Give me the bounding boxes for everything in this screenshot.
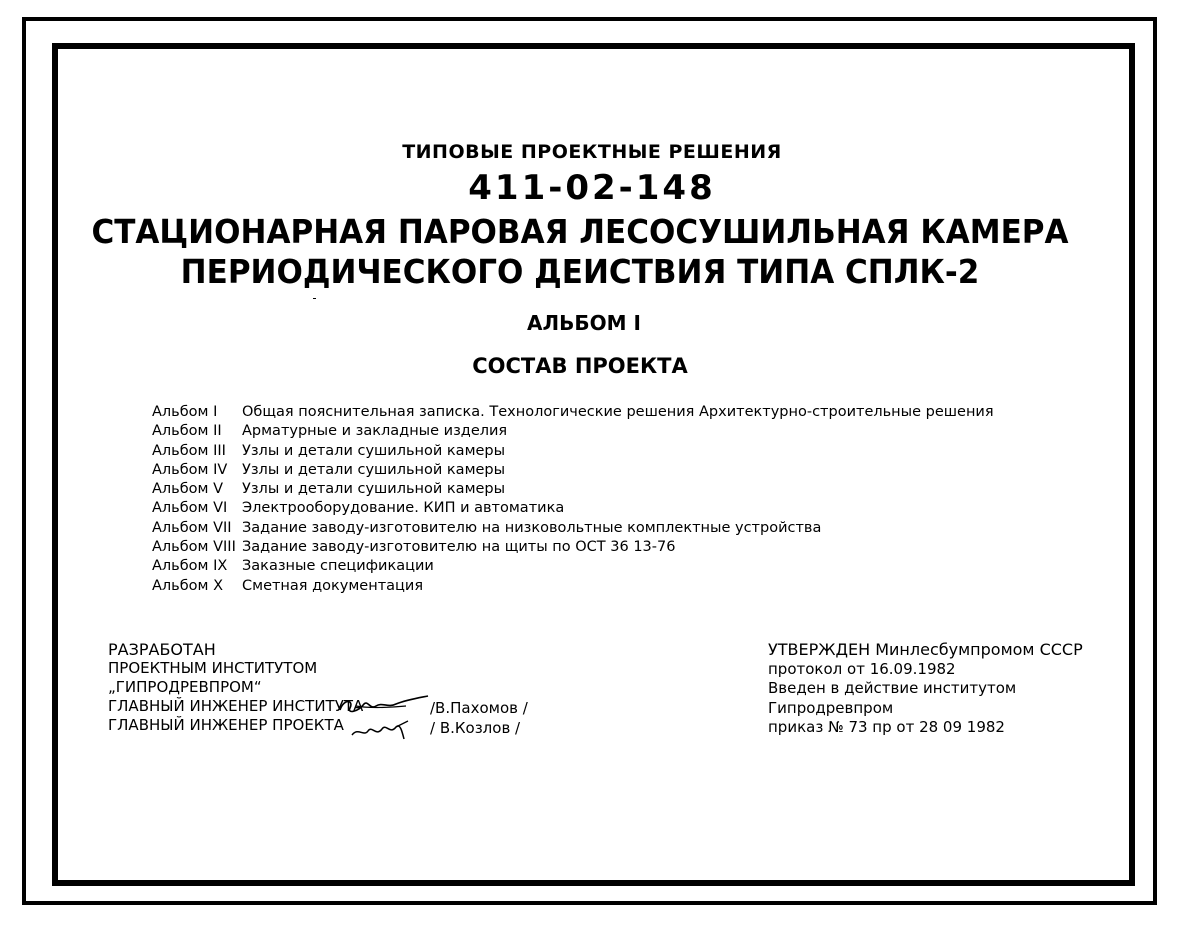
album-row (152, 557, 994, 576)
approval-protocol: протокол от 16.09.1982 (768, 659, 956, 678)
album-list (152, 403, 994, 596)
signature-2 (350, 717, 410, 745)
album-title: АЛЬБОМ I (527, 311, 641, 335)
album-description: Задание заводу-изготовителю на щиты по ОСТ 36 13-76 (242, 539, 676, 556)
developer-heading: РАЗРАБОТАН (108, 640, 216, 659)
album-number: Альбом VIII (152, 539, 236, 556)
developer-institute: „ГИПРОДРЕВПРОМ“ (108, 678, 262, 696)
album-number: Альбом VII (152, 519, 232, 536)
album-row (152, 461, 994, 480)
approval-institute: Гипродревпром (768, 698, 894, 717)
album-number: Альбом X (152, 577, 224, 594)
album-description: Электрооборудование. КИП и автоматика (242, 500, 565, 517)
album-description: Узлы и детали сушильной камеры (242, 442, 506, 459)
developer-line1: ПРОЕКТНЫМ ИНСТИТУТОМ (108, 659, 318, 677)
album-number: Альбом II (152, 423, 222, 440)
title-line1: СТАЦИОНАРНАЯ ПАРОВАЯ ЛЕСОСУШИЛЬНАЯ КАМЕРА (91, 212, 1069, 251)
album-row (152, 499, 994, 518)
album-row (152, 442, 994, 461)
album-row (152, 422, 994, 441)
album-row (152, 480, 994, 499)
approval-introduced: Введен в действие институтом (768, 679, 1017, 697)
album-row (152, 519, 994, 538)
album-row (152, 538, 994, 557)
project-code: 411-02-148 (468, 168, 716, 208)
composition-title: СОСТАВ ПРОЕКТА (472, 354, 688, 378)
album-number: Альбом III (152, 442, 226, 459)
chief-engineer-project-label: ГЛАВНЫЙ ИНЖЕНЕР ПРОЕКТА (108, 716, 344, 734)
approval-block (768, 640, 1083, 738)
signatory-names (430, 698, 528, 738)
album-number: Альбом IV (152, 461, 228, 478)
album-number: Альбом I (152, 404, 218, 420)
album-row (152, 577, 994, 596)
album-number: Альбом VI (152, 500, 228, 517)
album-number: Альбом IX (152, 558, 228, 575)
developer-block (108, 640, 363, 735)
name-pakhomov: /В.Пахомов / (430, 699, 528, 717)
series-label: ТИПОВЫЕ ПРОЕКТНЫЕ РЕШЕНИЯ (402, 141, 782, 163)
name-kozlov: / В.Козлов / (430, 719, 521, 737)
album-description: Сметная документация (242, 577, 424, 594)
album-description: Арматурные и закладные изделия (242, 423, 508, 440)
album-description: Узлы и детали сушильной камеры (242, 461, 506, 478)
approval-heading: УТВЕРЖДЕН Минлесбумпромом СССР (768, 640, 1083, 659)
album-description: Заказные спецификации (242, 558, 434, 575)
title-line2: ПЕРИОДИЧЕСКОГО ДЕИСТВИЯ ТИПА СПЛК-2 (180, 252, 980, 291)
album-description: Задание заводу-изготовителю на низковольтные комплектные устройства (242, 519, 822, 536)
album-number: Альбом V (152, 481, 224, 498)
album-description: Узлы и детали сушильной камеры (242, 481, 506, 498)
signature-1 (336, 692, 431, 718)
approval-order: приказ № 73 пр от 28 09 1982 (768, 718, 1005, 736)
chief-engineer-institute-label: ГЛАВНЫЙ ИНЖЕНЕР ИНСТИТУТА (108, 697, 364, 715)
album-row (152, 403, 994, 422)
stray-mark (313, 298, 316, 299)
album-description: Общая пояснительная записка. Технологические решения Архитектурно-строительные решения (242, 404, 994, 420)
